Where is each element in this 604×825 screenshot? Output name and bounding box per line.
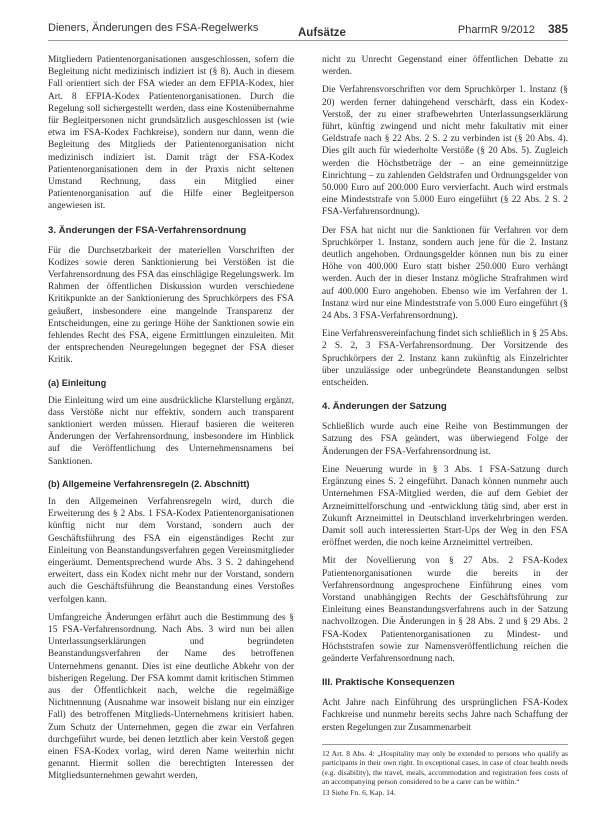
paragraph: Für die Durchsetzbarkeit der materiellen Vorschriften der Kodizes sowie deren Sanktionierung bei Verstößen ist die Verfahrensordnung des FSA das einschlägige Regelungswerk. Im Rahmen der öffentlichen Diskussion wurden verschiedene Kritikpunkte an der Sanktionierung des Spruchkörpers des FSA geäußert, insbesondere eine mangelnde Transparenz der Entscheidungen, eine zu geringe Höhe der Sanktionen sowie ein fehlendes Recht des FSA, eigene Ermittlungen einzuleiten. Mit der entsprechenden Neuregelungen begegnet der FSA dieser Kritik.: [48, 245, 294, 366]
page-number: 385: [547, 22, 568, 36]
running-header: [48, 20, 568, 42]
footnotes: [322, 744, 568, 798]
subsection-heading: (b) Allgemeine Verfahrensregeln (2. Abschnitt): [48, 478, 250, 489]
paragraph: nicht zu Unrecht Gegenstand einer öffentlichen Debatte zu werden.: [322, 55, 568, 78]
paragraph: Schließlich wurde auch eine Reihe von Bestimmungen der Satzung des FSA geändert, was überwiegend Folge der Änderungen der FSA-Verfahrensordnung ist.: [322, 422, 568, 457]
header-rule: [48, 40, 568, 41]
header-author-title: Dieners, Änderungen des FSA-Regelwerks: [48, 22, 259, 34]
subsection-heading: (a) Einleitung: [48, 377, 107, 388]
paragraph: Der FSA hat nicht nur die Sanktionen für Verfahren vor dem Spruchkörper 1. Instanz, sondern auch jene für die 2. Instanz deutlich angehoben. Ordnungsgelder können nun bis zu einer Höhe von 400.000 Euro statt bisher 250.000 Euro verhängt werden. Auch der in dieser Instanz mögliche Strafrahmen wird auf 400.000 Euro angehoben. Ebenso wie im Verfahren der 1. Instanz wird nur eine Mindeststrafe von 5.000 Euro eingeführt (§ 24 Abs. 3 FSA-Verfahrensordnung).: [322, 225, 568, 322]
header-section: Aufsätze: [298, 27, 346, 39]
paragraph: Die Einleitung wird um eine ausdrückliche Klarstellung ergänzt, dass Verstöße nicht nur effektiv, sondern auch transparent sanktioniert werden müssen. Hierauf basieren die weiteren Änderungen der Verfahrensordnung, insbesondere im Hinblick auf die Veröffentlichung des Unternehmensnamens bei Sanktionen.: [48, 395, 294, 467]
paragraph: Eine Verfahrensvereinfachung findet sich schließlich in § 25 Abs. 2 S. 2, 3 FSA-Verfahrensordnung. Der Vorsitzende des Spruchkörpers der 2. Instanz kann zukünftig als Einzelrichter über unzulässige oder unbegründete Beanstandungen selbst entscheiden.: [322, 329, 568, 389]
paragraph: Mit der Novellierung von § 27 Abs. 2 FSA-Kodex Patientenorganisationen wurde die bereits in der Verfahrensordnung angesprochene Einführung eines vom Vorstand unabhängigen Rechts der Geschäftsführung zur Einleitung eines Beanstandungsverfahrens auch in der Satzung nachvollzogen. Die Änderungen in § 28 Abs. 2 und § 29 Abs. 2 FSA-Kodex Patientenorganisationen zu Mindest- und Höchststrafen sowie zur Namensveröffentlichung reichen die geänderte Verfahrensordnung nach.: [322, 556, 568, 664]
left-column: [48, 54, 294, 789]
footnote: 12 Art. 8 Abs. 4: „Hospitality may only be extended to persons who qualify as participants in their own right. In exceptional cases, in case of clear health needs (e.g. disability), the travel, meals, accommodation and registration fees costs of an accompanying person considered to be a carer can be within.“: [322, 748, 568, 786]
section-heading: 4. Änderungen der Satzung: [322, 401, 447, 413]
section-heading: 3. Änderungen der FSA-Verfahrensordnung: [48, 224, 247, 236]
paragraph: Acht Jahre nach Einführung des ursprünglichen FSA-Kodex Fachkreise und nunmehr bereits sechs Jahre nach Schaffung der ersten Regelungen zur Zusammenarbeit: [322, 698, 568, 733]
section-heading: III. Praktische Konsequenzen: [322, 677, 455, 689]
right-column: [322, 54, 568, 800]
paragraph: Eine Neuerung wurde in § 3 Abs. 1 FSA-Satzung durch Ergänzung eines S. 2 eingeführt. Danach können nunmehr auch Unternehmen FSA-Mitglied werden, die auf dem Gebiet der Arzneimittelforschung und -entwicklung tätig sind, aber erst in Zukunft Arzneimittel in Deutschland inverkehrbringen werden. Damit soll auch interessierten Start-Ups der Weg in den FSA eröffnet werden, die noch keine Arzneimittel vertreiben.: [322, 464, 568, 549]
footnote: 13 Siehe Fn. 6, Kap. 14.: [322, 788, 396, 798]
paragraph: Umfangreiche Änderungen erfährt auch die Bestimmung des § 15 FSA-Verfahrensordnung. Nach Abs. 3 wird nun bei allen Unterlassungserklärungen und begründeten Beanstandungsverfahren der Name des betroffenen Unternehmens genannt. Dies ist eine deutliche Abkehr von der bisherigen Regelung. Der FSA kommt damit kritischen Stimmen aus der Öffentlichkeit nach, welche die regelmäßige Nichtnennung (Ausnahme war insoweit bislang nur ein einziger Fall) des betroffenen Mitglieds-Unternehmens kritisiert haben. Zum Schutz der Unternehmen, gegen die zwar ein Verfahren durchgeführt wurde, bei denen letztlich aber kein Verstoß gegen einen FSA-Kodex vorlag, wird deren Name weiterhin nicht genannt. Hiermit sollen die berechtigten Interessen der Mitgliedsunternehmen gewahrt werden,: [48, 612, 294, 782]
paragraph: Mitgliedern Patientenorganisationen ausgeschlossen, sofern die Begleitung nicht medizinisch indiziert ist (§ 8). Auch in diesem Fall orientiert sich der FSA wieder an dem EFPIA-Kodex, hier Art. 8 EFPIA-Kodex Patientenorganisationen. Durch die Regelung soll sichergestellt werden, dass eine Kostenübernahme für Begleitpersonen nicht grundsätzlich ausgeschlossen ist (wie etwa im FSA-Kodex Fachkreise), sondern nur dann, wenn die Begleitung des Mitglieds der Patientenorganisation nicht medizinisch indiziert ist. Damit trägt der FSA-Kodex Patientenorganisationen dem in der Praxis nicht seltenen Umstand Rechnung, dass ein Mitglied einer Patientenorganisation auf die Hilfe einer Begleitperson angewiesen ist.: [48, 55, 294, 212]
header-issue: PharmR 9/2012: [457, 24, 535, 36]
header-issue-page: [458, 22, 568, 36]
paragraph: In den Allgemeinen Verfahrensregeln wird, durch die Erweiterung des § 2 Abs. 1 FSA-Kodex Patientenorganisationen künftig nicht nur dem Vorstand, sondern auch der Geschäftsführung des FSA ein eigenständiges Recht zur Einleitung von Beanstandungsverfahren gegen Vereinsmitglieder eingeräumt. Dementsprechend wurde Abs. 3 S. 2 dahingehend erweitert, dass ein Kodex nicht mehr nur der Vorstand, sondern auch die Geschäftsführung die Beanstandung eines Verstoßes verfolgen kann.: [48, 496, 294, 605]
paragraph: Die Verfahrensvorschriften vor dem Spruchkörper 1. Instanz (§ 20) werden ferner dahingehend verschärft, dass ein Kodex-Verstoß, der zu einer strafbewehrten Unterlassungserklärung führt, künftig zwingend und nicht mehr fakultativ mit einer Geldstrafe nach § 22 Abs. 2 S. 2 zu verbinden ist (§ 20 Abs. 4). Dies gilt auch für wiederholte Verstöße (§ 20 Abs. 5). Zugleich werden die Höchstbeträge der – an eine gemeinnützige Einrichtung – zu zahlenden Geldstrafen und Ordnungsgelder von 50.000 Euro auf 200.000 Euro vervierfacht. Auch wird erstmals eine Mindeststrafe von 5.000 Euro eingeführt (§ 22 Abs. 2 S. 2 FSA-Verfahrensordnung).: [322, 85, 568, 218]
